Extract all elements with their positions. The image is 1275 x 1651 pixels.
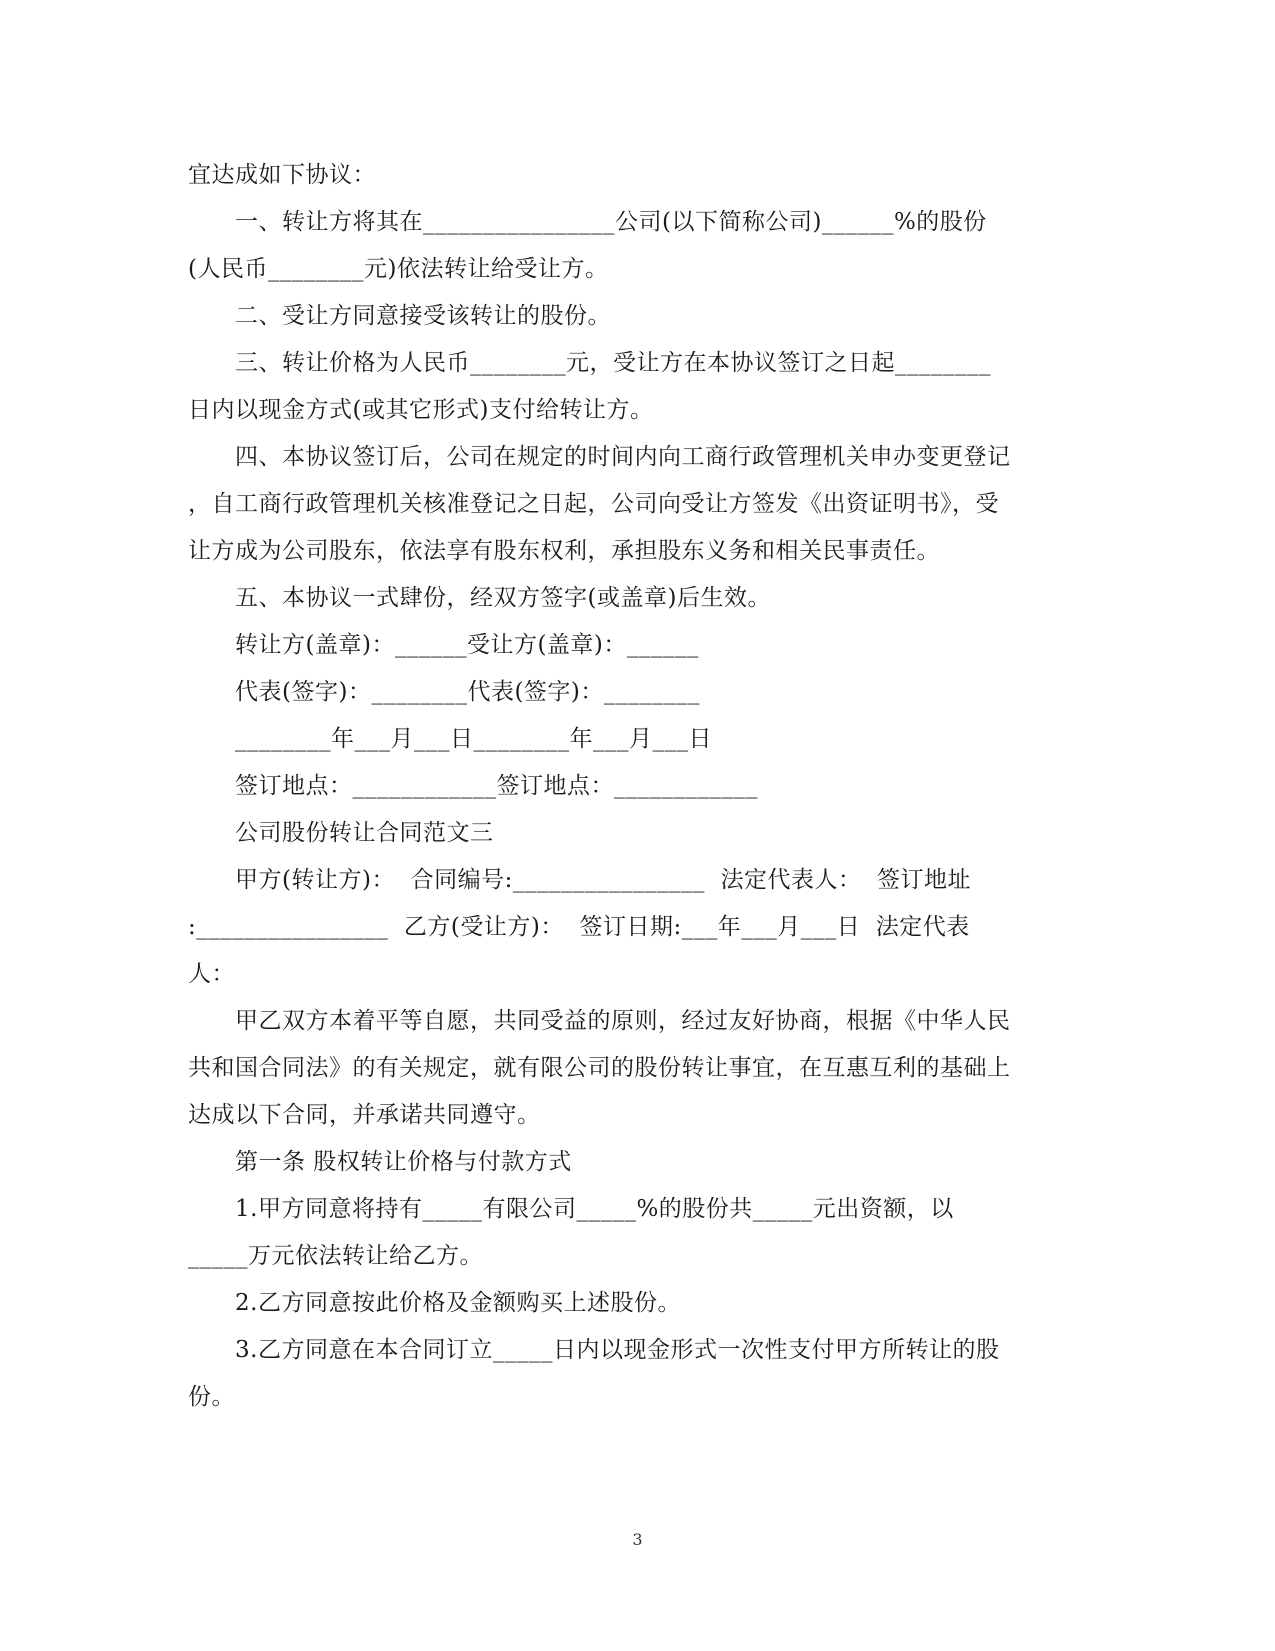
article-heading: 第一条 股权转让价格与付款方式 xyxy=(235,1149,572,1175)
page-number: 3 xyxy=(632,1530,643,1549)
text-line: 共和国合同法》的有关规定，就有限公司的股份转让事宜，在互惠互利的基础上 xyxy=(188,1055,1011,1081)
document-body xyxy=(188,152,1078,1421)
text-line: 2.乙方同意按此价格及金额购买上述股份。 xyxy=(235,1290,681,1316)
section-heading: 公司股份转让合同范文三 xyxy=(235,820,494,846)
text-line: 签订地点：____________签订地点：____________ xyxy=(235,773,758,799)
text-line: 一、转让方将其在________________公司(以下简称公司)______%的股份 xyxy=(235,209,987,235)
text-line: 3.乙方同意在本合同订立_____日内以现金形式一次性支付甲方所转让的股 xyxy=(235,1337,1000,1363)
text-line: 1.甲方同意将持有_____有限公司_____%的股份共_____元出资额，以 xyxy=(235,1196,954,1222)
text-line: ，自工商行政管理机关核准登记之日起，公司向受让方签发《出资证明书》，受 xyxy=(188,491,999,517)
text-line: 达成以下合同，并承诺共同遵守。 xyxy=(188,1102,541,1128)
text-line: :________________ 乙方(受让方)： 签订日期:___年___月___日 法定代表 xyxy=(188,914,970,940)
text-line: 宜达成如下协议： xyxy=(188,162,376,188)
text-line: 甲乙双方本着平等自愿，共同受益的原则，经过友好协商，根据《中华人民 xyxy=(235,1008,1011,1034)
text-line: (人民币________元)依法转让给受让方。 xyxy=(188,256,609,282)
text-line: 三、转让价格为人民币________元，受让方在本协议签订之日起________ xyxy=(235,350,991,376)
text-line: 二、受让方同意接受该转让的股份。 xyxy=(235,303,611,329)
text-line: 转让方(盖章)：______受让方(盖章)：______ xyxy=(235,632,699,658)
text-line: 代表(签字)：________代表(签字)：________ xyxy=(235,679,700,705)
text-line: 让方成为公司股东，依法享有股东权利，承担股东义务和相关民事责任。 xyxy=(188,538,940,564)
text-line: 四、本协议签订后，公司在规定的时间内向工商行政管理机关申办变更登记 xyxy=(235,444,1011,470)
text-line: 甲方(转让方)： 合同编号:________________ 法定代表人： 签订地址 xyxy=(235,867,972,893)
text-line: ________年___月___日________年___月___日 xyxy=(235,726,712,752)
text-line: 人： xyxy=(188,961,235,987)
text-line: _____万元依法转让给乙方。 xyxy=(188,1243,483,1269)
text-line: 份。 xyxy=(188,1384,235,1410)
text-line: 五、本协议一式肆份，经双方签字(或盖章)后生效。 xyxy=(235,585,771,611)
text-line: 日内以现金方式(或其它形式)支付给转让方。 xyxy=(188,397,654,423)
